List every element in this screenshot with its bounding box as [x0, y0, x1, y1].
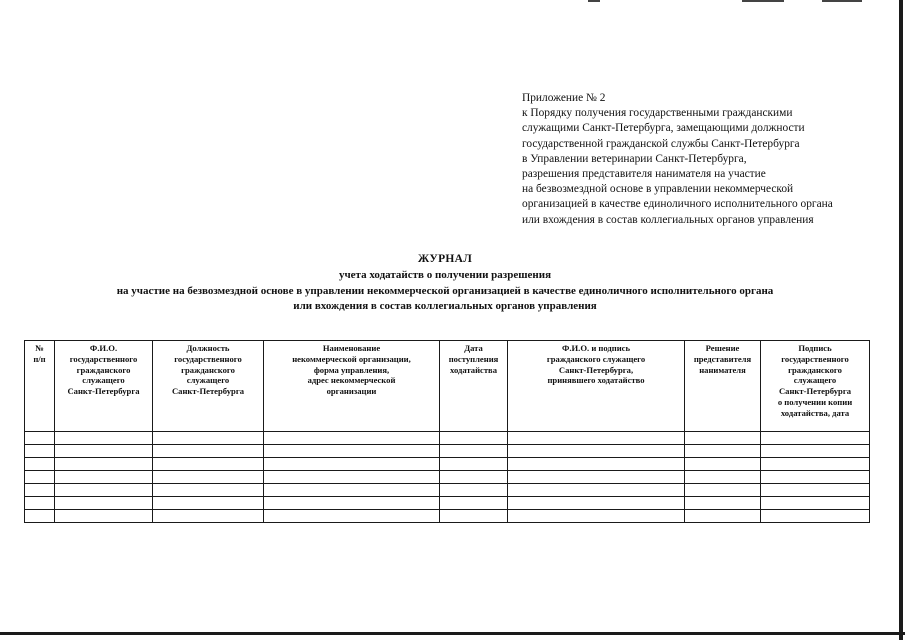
- column-header-line: Санкт-Петербурга,: [558, 364, 634, 375]
- table-cell: [25, 445, 55, 458]
- column-header-line: государственного: [174, 353, 242, 364]
- table-cell: [264, 497, 440, 510]
- table-cell: [25, 471, 55, 484]
- journal-subtitle: учета ходатайств о получении разрешения: [338, 269, 552, 281]
- table-cell: [264, 484, 440, 497]
- column-header-line: Санкт-Петербурга: [171, 386, 245, 397]
- table-cell: [440, 510, 508, 523]
- table-cell: [440, 471, 508, 484]
- column-header-line: Наименование: [322, 343, 381, 353]
- column-header: [440, 341, 508, 432]
- table-cell: [685, 458, 761, 471]
- column-header-line: Санкт-Петербурга: [778, 386, 852, 397]
- table-cell: [508, 458, 685, 471]
- table-row: [25, 497, 870, 510]
- table-cell: [153, 432, 264, 445]
- table-cell: [25, 458, 55, 471]
- column-header-line: ходатайства, дата: [780, 407, 850, 418]
- table-row: [25, 484, 870, 497]
- column-header-line: Санкт-Петербурга: [67, 386, 140, 397]
- column-header-line: ходатайства: [450, 364, 497, 375]
- column-header: [685, 341, 761, 432]
- appendix-line: служащими Санкт-Петербурга, замещающими должности: [522, 122, 805, 135]
- column-header: [25, 341, 55, 432]
- table-cell: [55, 471, 153, 484]
- table-cell: [685, 471, 761, 484]
- column-header-line: Решение: [705, 343, 740, 353]
- column-header-line: поступления: [448, 353, 499, 364]
- journal-subtitle: или вхождения в состав коллегиальных органов управления: [293, 300, 597, 312]
- column-header-line: Дата: [464, 343, 483, 353]
- table-cell: [685, 497, 761, 510]
- table-cell: [25, 432, 55, 445]
- column-header-line: адрес некоммерческой: [307, 375, 396, 386]
- table-cell: [264, 432, 440, 445]
- table-cell: [440, 484, 508, 497]
- table-cell: [153, 510, 264, 523]
- appendix-line: организацией в качестве единоличного исполнительного органа: [522, 198, 833, 211]
- table-cell: [25, 497, 55, 510]
- table-row: [25, 458, 870, 471]
- column-header-line: служащего: [186, 375, 230, 386]
- table-cell: [153, 484, 264, 497]
- column-header-line: принявшего ходатайство: [547, 375, 645, 386]
- column-header-line: представителя: [693, 353, 752, 364]
- journal-subtitle: на участие на безвозмездной основе в управлении некоммерческой организацией в качестве единоличного исполнительного органа: [116, 285, 774, 297]
- column-header-line: Должность: [186, 343, 230, 353]
- table-cell: [508, 471, 685, 484]
- column-header-line: о получении копии: [777, 396, 853, 407]
- table-cell: [55, 458, 153, 471]
- column-header-line: Подпись: [798, 343, 832, 353]
- journal-title: ЖУРНАЛ: [417, 253, 473, 265]
- table-cell: [440, 445, 508, 458]
- column-header-line: гражданского: [181, 364, 235, 375]
- table-cell: [761, 471, 870, 484]
- table-cell: [55, 497, 153, 510]
- table-cell: [264, 510, 440, 523]
- table-cell: [264, 471, 440, 484]
- column-header-line: государственного: [781, 353, 849, 364]
- appendix-line: в Управлении ветеринарии Санкт-Петербурга,: [522, 152, 747, 165]
- table-row: [25, 432, 870, 445]
- table-cell: [761, 432, 870, 445]
- table-cell: [508, 445, 685, 458]
- table-cell: [440, 458, 508, 471]
- column-header-line: гражданского: [76, 364, 131, 375]
- column-header-line: п/п: [33, 353, 46, 364]
- column-header: [508, 341, 685, 432]
- table-cell: [153, 471, 264, 484]
- journal-table: [24, 340, 870, 523]
- table-header-row: [25, 341, 870, 432]
- scan-border-bottom: [0, 632, 905, 635]
- table-row: [25, 445, 870, 458]
- table-cell: [153, 445, 264, 458]
- column-header-line: Ф.И.О. и подпись: [561, 343, 631, 353]
- column-header-line: №: [35, 343, 44, 353]
- table-cell: [761, 510, 870, 523]
- table-cell: [55, 510, 153, 523]
- column-header-line: форма управления,: [313, 364, 390, 375]
- appendix-note: [522, 91, 892, 228]
- appendix-line: разрешения представителя нанимателя на участие: [522, 168, 766, 181]
- column-header-line: служащего: [793, 375, 837, 386]
- column-header-line: гражданского служащего: [546, 353, 646, 364]
- column-header: [55, 341, 153, 432]
- column-header: [153, 341, 264, 432]
- column-header-line: государственного: [69, 353, 138, 364]
- table-cell: [264, 458, 440, 471]
- column-header-line: организации: [326, 386, 377, 397]
- column-header-line: гражданского: [788, 364, 842, 375]
- scan-mark: [742, 0, 784, 2]
- table-cell: [55, 445, 153, 458]
- column-header-line: нанимателя: [699, 364, 746, 375]
- table-cell: [153, 497, 264, 510]
- column-header: [761, 341, 870, 432]
- column-header-line: Ф.И.О.: [89, 343, 118, 353]
- column-header: [264, 341, 440, 432]
- table-cell: [761, 484, 870, 497]
- table-cell: [440, 432, 508, 445]
- table-row: [25, 471, 870, 484]
- scan-border-right: [899, 0, 903, 640]
- column-header-line: служащего: [82, 375, 125, 386]
- appendix-line: или вхождения в состав коллегиальных органов управления: [522, 213, 814, 226]
- table-cell: [153, 458, 264, 471]
- table-cell: [440, 497, 508, 510]
- table-cell: [25, 510, 55, 523]
- table-row: [25, 510, 870, 523]
- table-cell: [25, 484, 55, 497]
- table-cell: [55, 484, 153, 497]
- appendix-line: на безвозмездной основе в управлении некоммерческой: [522, 183, 794, 196]
- column-header-line: некоммерческой организации,: [292, 353, 411, 364]
- appendix-line: Приложение № 2: [522, 92, 606, 104]
- scan-mark: [822, 0, 862, 2]
- table-cell: [685, 432, 761, 445]
- table-cell: [685, 484, 761, 497]
- table-cell: [508, 484, 685, 497]
- table-cell: [508, 510, 685, 523]
- table-cell: [685, 510, 761, 523]
- table-cell: [685, 445, 761, 458]
- table-cell: [55, 432, 153, 445]
- table-cell: [264, 445, 440, 458]
- table-cell: [508, 497, 685, 510]
- scan-mark: [588, 0, 600, 2]
- appendix-line: государственной гражданской службы Санкт-Петербурга: [522, 137, 800, 150]
- table-cell: [761, 445, 870, 458]
- table-cell: [761, 497, 870, 510]
- table-cell: [508, 432, 685, 445]
- appendix-line: к Порядку получения государственными гражданскими: [522, 107, 793, 120]
- table-cell: [761, 458, 870, 471]
